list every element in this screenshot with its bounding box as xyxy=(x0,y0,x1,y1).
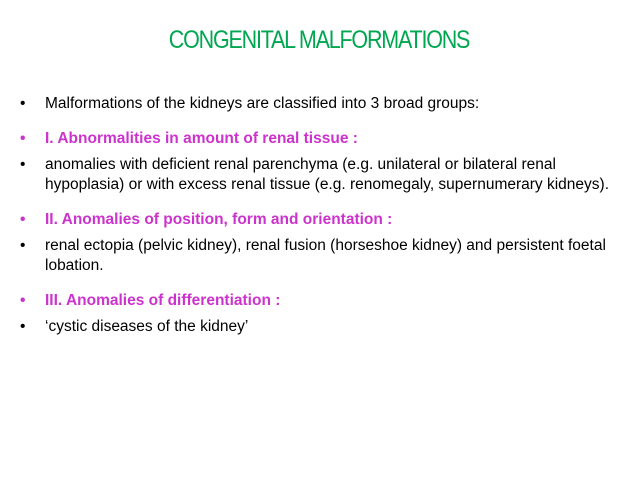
group-heading-text: II. Anomalies of position, form and orientation : xyxy=(45,211,393,228)
group-heading xyxy=(20,129,620,149)
bullet-item xyxy=(20,94,620,114)
group-heading-text: III. Anomalies of differentiation : xyxy=(45,292,281,309)
bullet-icon: • xyxy=(20,237,26,254)
bullet-icon: • xyxy=(20,130,26,147)
slide-title: CONGENITAL MALFORMATIONS xyxy=(168,26,470,54)
bullet-item xyxy=(20,317,620,337)
bullet-text: anomalies with deficient renal parenchyma (e.g. unilateral or bilateral renal hypoplasia) or with excess renal tissue (e.g. renomegaly, supernumerary kidneys). xyxy=(45,156,609,193)
bullet-icon: • xyxy=(20,318,26,335)
bullet-item xyxy=(20,155,620,195)
bullet-item xyxy=(20,236,620,276)
bullet-icon: • xyxy=(20,292,26,309)
group-heading xyxy=(20,291,620,311)
bullet-icon: • xyxy=(20,211,26,228)
group-heading xyxy=(20,210,620,230)
bullet-text: ‘cystic diseases of the kidney’ xyxy=(45,318,249,335)
bullet-text: Malformations of the kidneys are classified into 3 broad groups: xyxy=(45,95,480,112)
bullet-icon: • xyxy=(20,156,26,173)
bullet-list xyxy=(20,94,620,352)
bullet-text: renal ectopia (pelvic kidney), renal fusion (horseshoe kidney) and persistent foetal lobation. xyxy=(45,237,606,274)
group-heading-text: I. Abnormalities in amount of renal tissue : xyxy=(45,130,358,147)
bullet-icon: • xyxy=(20,95,26,112)
